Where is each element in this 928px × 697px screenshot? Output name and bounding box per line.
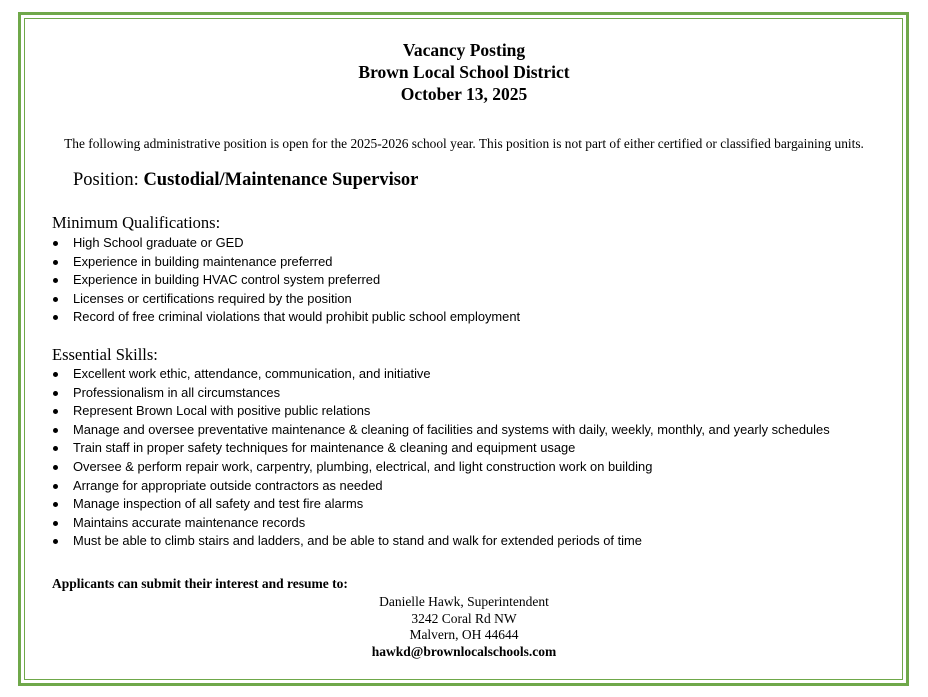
list-item: Manage inspection of all safety and test fire alarms — [52, 495, 830, 514]
contact-street: 3242 Coral Rd NW — [411, 611, 517, 626]
min-qualifications-heading: Minimum Qualifications: — [52, 213, 221, 232]
position-label: Position: — [73, 170, 144, 190]
position-title: Custodial/Maintenance Supervisor — [143, 170, 419, 190]
list-item: Experience in building maintenance preferred — [52, 253, 520, 272]
list-item: Maintains accurate maintenance records — [52, 514, 830, 533]
header-title: Vacancy Posting — [402, 40, 526, 60]
intro-paragraph: The following administrative position is open for the 2025-2026 school year. This position is not part of either certified or classified bargaining units. — [64, 136, 864, 151]
list-item: Licenses or certifications required by the position — [52, 290, 520, 309]
header-district: Brown Local School District — [358, 62, 570, 82]
list-item: Train staff in proper safety techniques for maintenance & cleaning and equipment usage — [52, 439, 830, 458]
list-item: Represent Brown Local with positive public relations — [52, 402, 830, 421]
list-item: Oversee & perform repair work, carpentry, plumbing, electrical, and light construction work on building — [52, 458, 830, 477]
list-item: Must be able to climb stairs and ladders, and be able to stand and walk for extended periods of time — [52, 532, 830, 551]
applicants-label: Applicants can submit their interest and resume to: — [52, 576, 348, 591]
contact-city: Malvern, OH 44644 — [409, 627, 519, 642]
list-item: Arrange for appropriate outside contractors as needed — [52, 477, 830, 496]
min-qualifications-list — [52, 234, 520, 327]
header-date: October 13, 2025 — [400, 84, 528, 104]
contact-email[interactable]: hawkd@brownlocalschools.com — [371, 644, 557, 659]
list-item: Record of free criminal violations that would prohibit public school employment — [52, 308, 520, 327]
list-item: Manage and oversee preventative maintenance & cleaning of facilities and systems with daily, weekly, monthly, and yearly schedules — [52, 421, 830, 440]
essential-skills-list — [52, 365, 830, 551]
contact-name: Danielle Hawk, Superintendent — [379, 594, 549, 609]
list-item: Experience in building HVAC control system preferred — [52, 271, 520, 290]
position-line — [73, 170, 418, 191]
list-item: Professionalism in all circumstances — [52, 384, 830, 403]
list-item: High School graduate or GED — [52, 234, 520, 253]
essential-skills-heading: Essential Skills: — [52, 345, 158, 364]
list-item: Excellent work ethic, attendance, communication, and initiative — [52, 365, 830, 384]
